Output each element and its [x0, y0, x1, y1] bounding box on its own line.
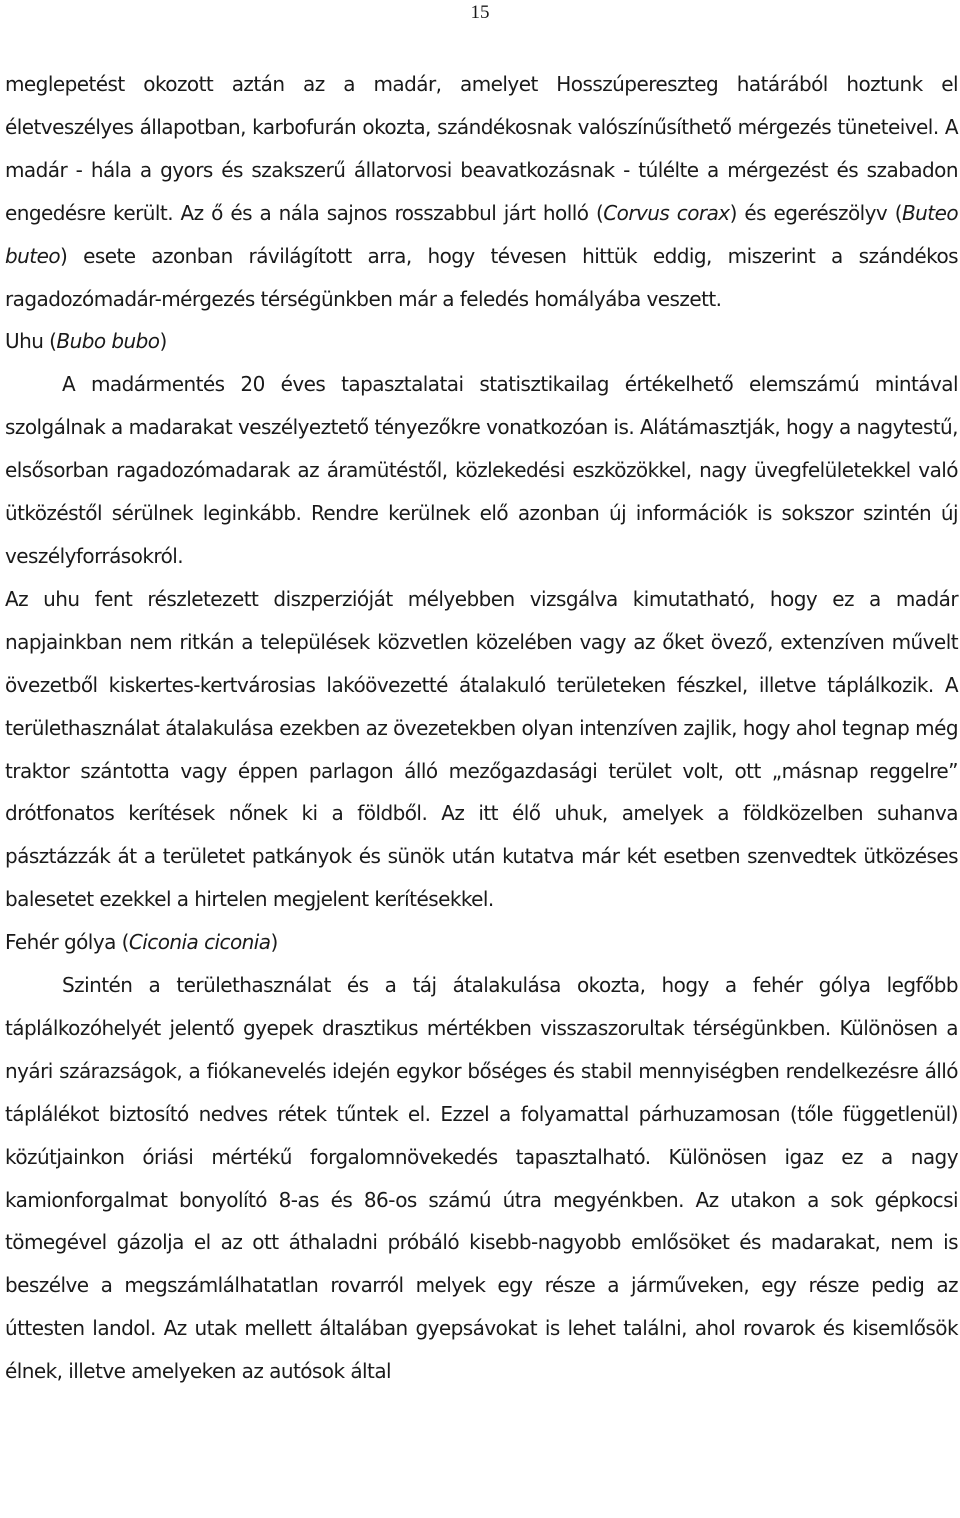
- page-number: 15: [470, 2, 490, 23]
- section-heading-uhu: [5, 320, 958, 363]
- species-name-corvus-corax: Corvus corax: [603, 200, 730, 225]
- section-heading-uhu-text-a: Uhu (: [5, 329, 57, 354]
- paragraph-1-text-b: ) és egerészölyv (: [729, 200, 902, 225]
- species-name-buteo-buteo: Buteo buteo: [5, 200, 959, 268]
- section-heading-golya-text-b: ): [270, 930, 278, 955]
- document-body: [5, 63, 958, 1393]
- paragraph-3: Az uhu fent részletezett diszperzióját mélyebben vizsgálva kimutatható, hogy ez a madár napjainkban nem ritkán a települések közvetlen közelében vagy az őket övező, extenzíven művelt övezetből kiskertes-kertvárosias lakóövezetté átalakuló területeken fészkel, illetve táplálkozik. A területhasználat átalakulása ezekben az övezetekben olyan intenzíven zajlik, hogy ahol tegnap még traktor szántotta vagy éppen parlagon álló mezőgazdasági terület volt, ott „másnap reggelre” drótfonatos kerítések nőnek ki a földből. Az itt élő uhuk, amelyek a földközelben suhanva pásztázzák át a területet patkányok és sünök után kutatva már két esetben szenvedtek ütközéses balesetet ezekkel a hirtelen megjelent kerítésekkel.: [5, 586, 958, 912]
- species-name-ciconia-ciconia: Ciconia ciconia: [128, 930, 271, 955]
- paragraph-1-text-a: meglepetést okozott aztán az a madár, amelyet Hosszúpereszteg határából hoztunk el életveszélyes állapotban, karbofurán okozta, szándékosnak valószínűsíthető mérgezés tüneteivel. A madár - hála a gyors és szakszerű állatorvosi beavatkozásnak - túlélte a mérgezést és szabadon engedésre került. Az ő és a nála sajnos rosszabbul járt holló (: [5, 72, 958, 225]
- paragraph-2: A madármentés 20 éves tapasztalatai statisztikailag értékelhető elemszámú mintával szolgálnak a madarakat veszélyeztető tényezőkre vonatkozóan is. Alátámasztják, hogy a nagytestű, elsősorban ragadozómadarak az áramütéstől, közlekedési eszközökkel, nagy üvegfelületekkel való ütközéstől sérülnek leginkább. Rendre kerülnek elő azonban új információk is sokszor szintén új veszélyforrásokról.: [5, 372, 958, 568]
- section-heading-golya-text-a: Fehér gólya (: [5, 930, 129, 955]
- section-heading-uhu-text-b: ): [159, 329, 167, 354]
- section-heading-feher-golya: [5, 921, 958, 964]
- paragraph-1-text-c: ) esete azonban rávilágított arra, hogy tévesen hittük eddig, miszerint a szándékos ragadozómadár-mérgezés térségünkben már a feledés homályába veszett.: [5, 243, 958, 311]
- paragraph-4: Szintén a területhasználat és a táj átalakulása okozta, hogy a fehér gólya legfőbb táplálkozóhelyét jelentő gyepek drasztikus mértékben visszaszorultak térségünkben. Különösen a nyári szárazságok, a fiókanevelés idején egykor bőséges és stabil mennyiségben rendelkezésre álló táplálékot biztosító nedves rétek tűntek el. Ezzel a folyamattal párhuzamosan (tőle függetlenül) közútjainkon óriási mértékű forgalomnövekedés tapasztalható. Különösen igaz ez a nagy kamionforgalmat bonyolító 8-as és 86-os számú útra megyénkben. Az utakon a sok gépkocsi tömegével gázolja el az ott áthaladni próbáló kisebb-nagyobb emlősöket és madarakat, nem is beszélve a megszámlálhatatlan rovarról melyek egy része a járműveken, egy része pedig az úttesten landol. Az utak mellett általában gyepsávokat is lehet találni, ahol rovarok és kisemlősök élnek, illetve amelyeken az autósok által: [5, 973, 958, 1384]
- paragraph-1: [5, 63, 958, 320]
- species-name-bubo-bubo: Bubo bubo: [56, 329, 160, 354]
